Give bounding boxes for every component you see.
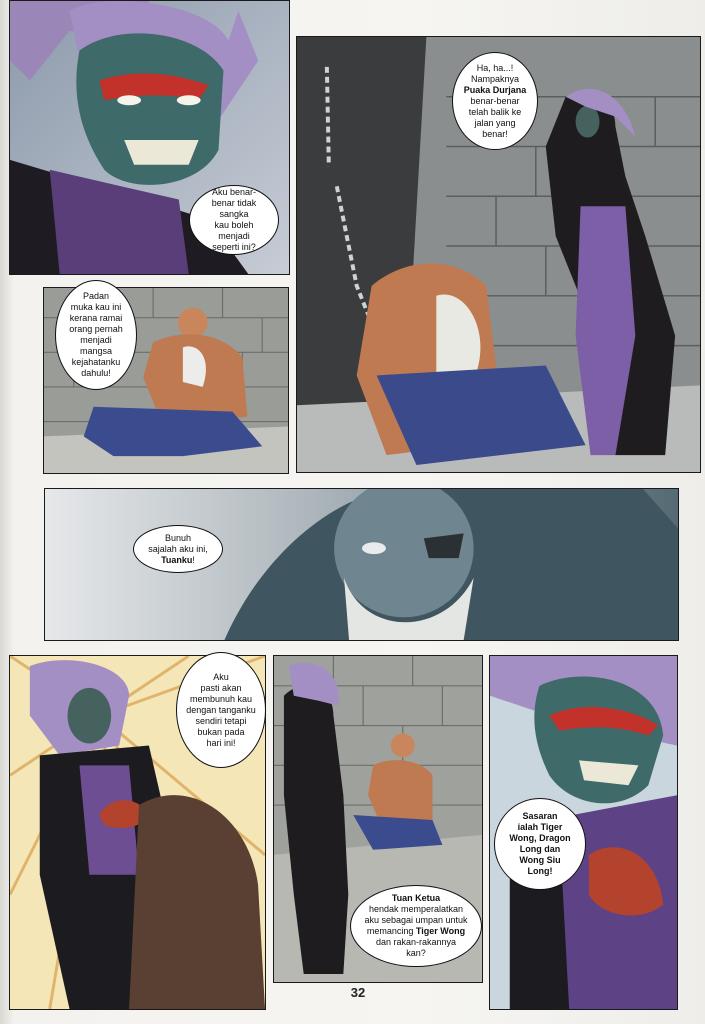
- speech-bubble-p7: Sasaran ialah Tiger Wong, Dragon Long dan Wong Siu Long!: [494, 798, 586, 890]
- speech-bubble-p1: Aku benar- benar tidak sangka kau boleh menjadi seperti ini?: [189, 185, 279, 255]
- speech-bubble-p2: Ha, ha...! Nampaknya Puaka Durjana benar-benar telah balik ke jalan yang benar!: [452, 52, 538, 150]
- page-number: 32: [350, 985, 366, 1000]
- speech-bubble-p3: Padan muka kau ini kerana ramai orang pernah menjadi mangsa kejahatanku dahulu!: [55, 280, 137, 390]
- speech-bubble-p5: Aku pasti akan membunuh kau dengan tanganku sendiri tetapi bukan pada hari ini!: [176, 652, 266, 768]
- old-man-face-art: [45, 489, 678, 640]
- speech-bubble-p4: Bunuh sajalah aku ini, Tuanku!: [133, 525, 223, 573]
- panel-old-man-face: [44, 488, 679, 641]
- speech-bubble-p6: Tuan Ketua hendak memperalatkan aku sebagai umpan untuk memancing Tiger Wong dan rakan-rakannya kan?: [350, 885, 482, 967]
